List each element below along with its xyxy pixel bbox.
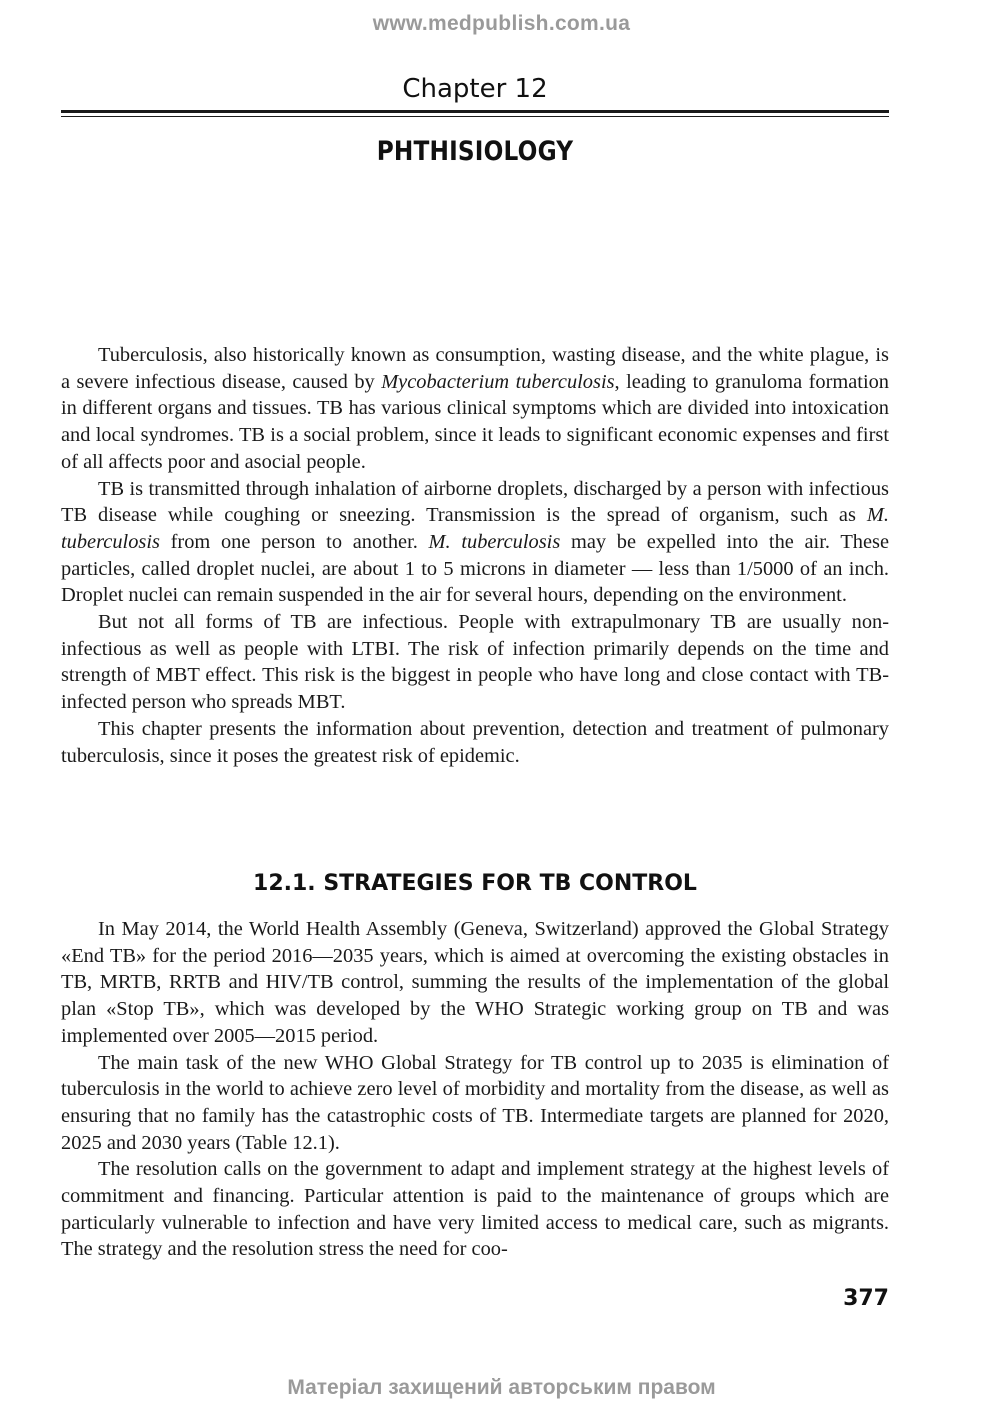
page-number: 377 <box>843 1286 889 1311</box>
text-run: Tuberculosis, also historically known as consumption, wasting disease, and the white plague, is a severe infectious disease, caused by <box>61 344 889 393</box>
chapter-label: Chapter 12 <box>402 74 548 104</box>
intro-paragraph-4: This chapter presents the information about prevention, detection and treatment of pulmonary tuberculosis, since it poses the greatest risk of epidemic. <box>61 717 889 767</box>
italic-term: Mycobacterium tuberculosis <box>381 370 615 393</box>
intro-paragraph-3: But not all forms of TB are infectious. People with extrapulmonary TB are usually non-infectious as well as people with LTBI. The risk of infection primarily depends on the time and strength of MBT effect. This risk is the biggest in people who have long and close contact with TB-infected person who spreads MBT. <box>61 611 889 714</box>
section-text <box>61 916 889 1263</box>
text-run: TB is transmitted through inhalation of airborne droplets, discharged by a person with infectious TB disease while coughing or sneezing. Transmission is the spread of organism, such as <box>61 477 889 527</box>
intro-paragraph-1 <box>61 342 889 476</box>
header-rule-thick <box>61 110 889 113</box>
intro-text <box>61 342 889 769</box>
chapter-title: PHTHISIOLOGY <box>376 136 574 167</box>
text-run: may be expelled into the air. These particles, called droplet nuclei, are about 1 to 5 microns in diameter — less than 1/5000 of an inch. Droplet nuclei can remain suspended in the air for several hours, depending on the environment. <box>61 530 890 607</box>
italic-term: M. tuberculosis <box>61 504 889 553</box>
text-run: from one person to another. <box>159 530 429 553</box>
section-paragraph-3: The resolution calls on the government to adapt and implement strategy at the highest levels of commitment and financing. Particular attention is paid to the maintenance of groups which are particularly vulnerable to infection and have very limited access to medical care, such as migrants. The strategy and the resolution stress the need for coo- <box>61 1158 889 1261</box>
watermark-url: www.medpublish.com.ua <box>372 12 631 35</box>
italic-term: M. tuberculosis <box>428 530 561 553</box>
copyright-watermark: Матеріал захищений авторським правом <box>287 1376 716 1399</box>
text-run: , leading to granuloma formation in different organs and tissues. TB has various clinical symptoms which are divided into intoxication and local syndromes. TB is a social problem, since it leads to significant economic expenses and first of all affects poor and asocial people. <box>61 370 889 473</box>
section-paragraph-1: In May 2014, the World Health Assembly (Geneva, Switzerland) approved the Global Strategy «End TB» for the period 2016—2035 years, which is aimed at overcoming the existing obstacles in TB, MRTB, RRTB and HIV/TB control, summing the results of the implementation of the global plan «Stop TB», which was developed by the WHO Strategic working group on TB and was implemented over 2005—2015 period. <box>61 918 889 1047</box>
section-paragraph-2: The main task of the new WHO Global Strategy for TB control up to 2035 is elimination of tuberculosis in the world to achieve zero level of morbidity and mortality from the disease, as well as ensuring that no family has the catastrophic costs of TB. Intermediate targets are planned for 2020, 2025 and 2030 years (Table 12.1). <box>61 1051 889 1154</box>
intro-paragraph-2 <box>61 476 889 610</box>
header-rule-thin <box>61 116 889 117</box>
section-heading: 12.1. STRATEGIES FOR TB CONTROL <box>253 871 697 896</box>
